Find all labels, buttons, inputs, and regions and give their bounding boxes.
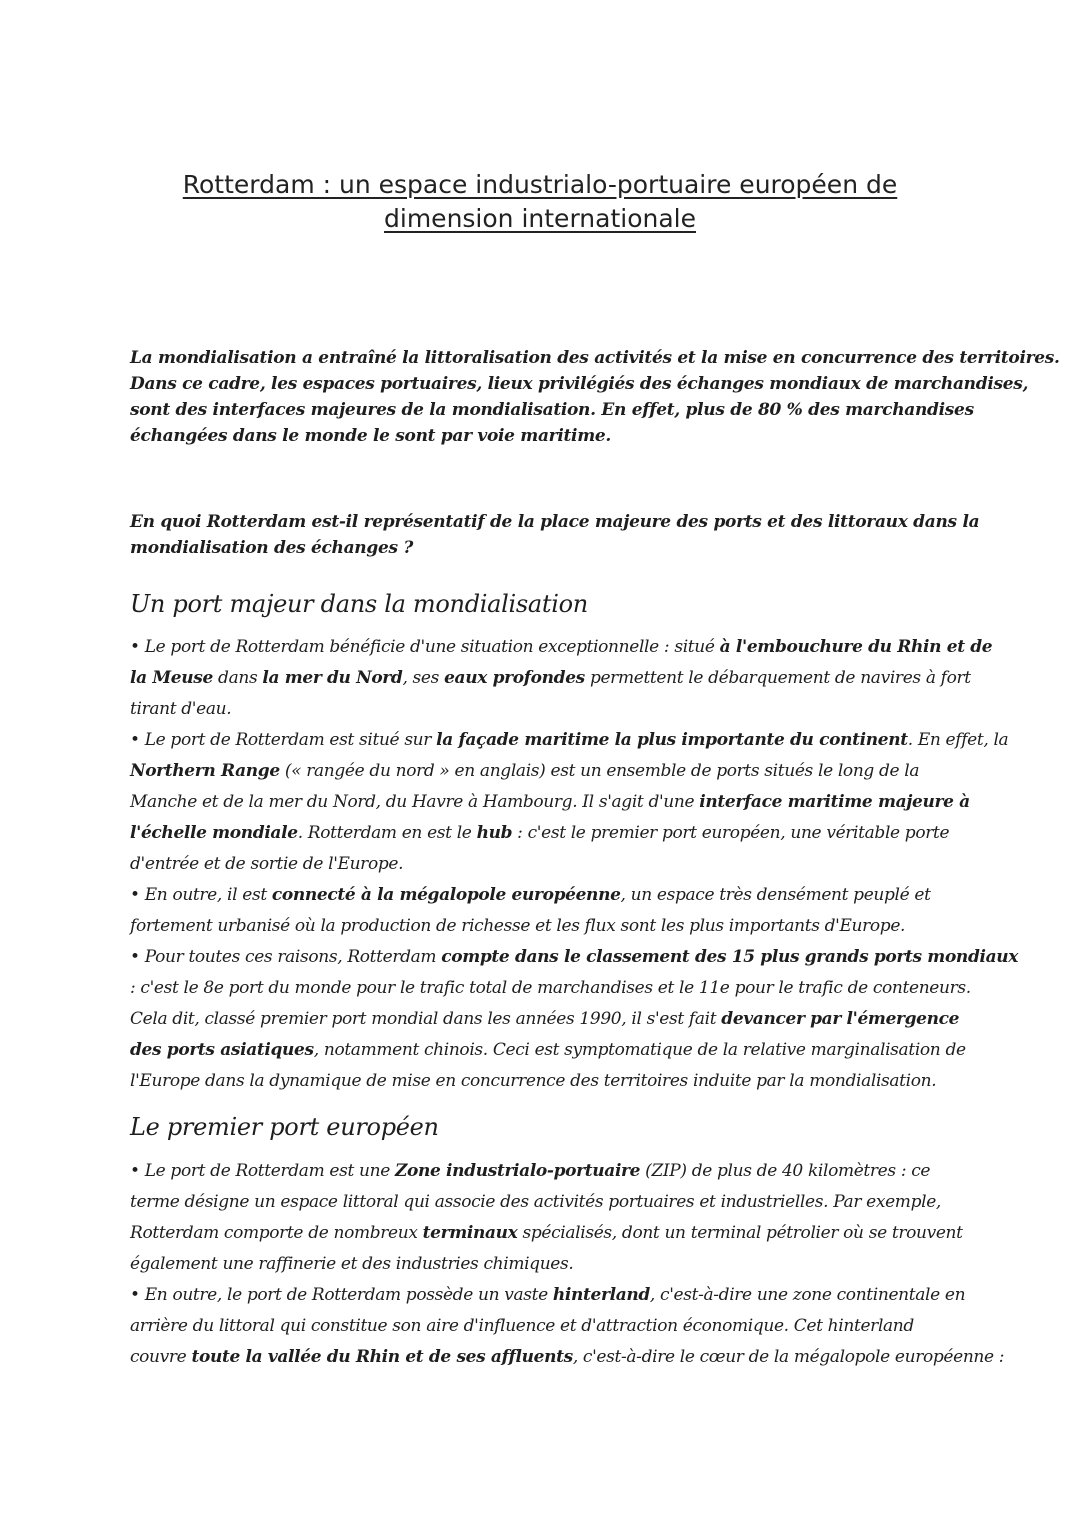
text-run: • En outre, il est xyxy=(130,885,272,905)
text-run: . En effet, la xyxy=(907,730,1009,750)
bold-keyword: terminaux xyxy=(422,1223,518,1243)
text-line xyxy=(130,1066,970,1097)
bold-keyword: eaux profondes xyxy=(444,668,585,688)
intro-line: Dans ce cadre, les espaces portuaires, lieux privilégiés des échanges mondiaux de marchandises, xyxy=(130,374,1029,394)
text-run: Rotterdam comporte de nombreux xyxy=(130,1223,423,1243)
text-line xyxy=(130,1342,1005,1373)
title-line-1: Rotterdam : un espace industrialo-portuaire européen de xyxy=(182,170,898,199)
text-run: • Le port de Rotterdam bénéficie d'une situation exceptionnelle : situé xyxy=(130,637,720,657)
text-line xyxy=(130,1187,970,1218)
text-line xyxy=(130,818,970,849)
bold-keyword: toute la vallée du Rhin et de ses affluents xyxy=(191,1347,573,1367)
text-line xyxy=(130,787,970,818)
text-line xyxy=(130,880,970,911)
section-body-premier-port xyxy=(130,1156,1005,1373)
text-run: terme désigne un espace littoral qui associe des activités portuaires et industrielles. Par exemple, xyxy=(130,1192,941,1212)
bold-keyword: l'échelle mondiale xyxy=(130,823,298,843)
bold-keyword: hinterland xyxy=(552,1285,650,1305)
bold-keyword: Zone industrialo-portuaire xyxy=(394,1161,641,1181)
text-line xyxy=(130,1035,970,1066)
bold-keyword: la façade maritime la plus importante du continent xyxy=(436,730,908,750)
section-heading-port-majeur: Un port majeur dans la mondialisation xyxy=(130,590,588,618)
intro-line: La mondialisation a entraîné la littoralisation des activités et la mise en concurrence des territoires. xyxy=(130,348,1060,368)
text-line xyxy=(130,725,1009,756)
text-line xyxy=(130,1218,970,1249)
text-run: (« rangée du nord » en anglais) est un ensemble de ports situés le long de la xyxy=(279,761,920,781)
text-run: • Le port de Rotterdam est situé sur xyxy=(130,730,437,750)
text-line xyxy=(130,1156,970,1187)
text-line xyxy=(130,849,970,880)
bold-keyword: hub xyxy=(476,823,513,843)
text-run: Manche et de la mer du Nord, du Havre à Hambourg. Il s'agit d'une xyxy=(130,792,700,812)
text-line xyxy=(130,1280,970,1311)
text-run: , notamment chinois. Ceci est symptomatique de la relative marginalisation de xyxy=(313,1040,966,1060)
section-heading-premier-port: Le premier port européen xyxy=(130,1113,439,1141)
text-line xyxy=(130,1249,970,1280)
text-run: tirant d'eau. xyxy=(130,699,232,719)
text-run: , un espace très densément peuplé et xyxy=(620,885,931,905)
bold-keyword: à l'embouchure du Rhin et de xyxy=(719,637,993,657)
text-run: fortement urbanisé où la production de richesse et les flux sont les plus importants d'Europe. xyxy=(130,916,906,936)
question-line: mondialisation des échanges ? xyxy=(130,538,414,558)
text-run: d'entrée et de sortie de l'Europe. xyxy=(130,854,404,874)
text-line xyxy=(130,663,970,694)
bold-keyword: interface maritime majeure à xyxy=(699,792,970,812)
text-run: : c'est le premier port européen, une véritable porte xyxy=(512,823,950,843)
bold-keyword: la mer du Nord xyxy=(262,668,403,688)
bold-keyword: connecté à la mégalopole européenne xyxy=(271,885,621,905)
text-line xyxy=(130,911,970,942)
text-line xyxy=(130,632,993,663)
text-run: , c'est-à-dire le cœur de la mégalopole européenne : xyxy=(572,1347,1005,1367)
text-line xyxy=(130,756,970,787)
bold-keyword: des ports asiatiques xyxy=(130,1040,314,1060)
bold-keyword: devancer par l'émergence xyxy=(721,1009,960,1029)
document-title xyxy=(100,168,980,236)
text-run: Cela dit, classé premier port mondial dans les années 1990, il s'est fait xyxy=(130,1009,722,1029)
text-run: l'Europe dans la dynamique de mise en concurrence des territoires induite par la mondialisation. xyxy=(130,1071,937,1091)
text-run: arrière du littoral qui constitue son aire d'influence et d'attraction économique. Cet hinterland xyxy=(130,1316,914,1336)
bold-keyword: compte dans le classement des 15 plus grands ports mondiaux xyxy=(441,947,1019,967)
text-line xyxy=(130,942,1019,973)
text-run: permettent le débarquement de navires à fort xyxy=(584,668,971,688)
text-run: , c'est-à-dire une zone continentale en xyxy=(649,1285,966,1305)
text-line xyxy=(130,1004,970,1035)
text-run: (ZIP) de plus de 40 kilomètres : ce xyxy=(640,1161,931,1181)
text-run: • Pour toutes ces raisons, Rotterdam xyxy=(130,947,442,967)
text-line xyxy=(130,973,970,1004)
bold-keyword: la Meuse xyxy=(130,668,213,688)
title-line-2: dimension internationale xyxy=(384,204,696,233)
text-run: • En outre, le port de Rotterdam possède un vaste xyxy=(130,1285,553,1305)
text-run: , ses xyxy=(402,668,445,688)
text-run: spécialisés, dont un terminal pétrolier où se trouvent xyxy=(517,1223,963,1243)
text-run: couvre xyxy=(130,1347,192,1367)
intro-line: échangées dans le monde le sont par voie maritime. xyxy=(130,426,612,446)
text-line xyxy=(130,1311,970,1342)
text-line xyxy=(130,694,970,725)
text-run: dans xyxy=(212,668,263,688)
text-run: • Le port de Rotterdam est une xyxy=(130,1161,395,1181)
text-run: . Rotterdam en est le xyxy=(297,823,477,843)
text-run: : c'est le 8e port du monde pour le trafic total de marchandises et le 11e pour le trafic de conteneurs. xyxy=(130,978,971,998)
section-body-port-majeur xyxy=(130,632,1019,1097)
intro-line: sont des interfaces majeures de la mondialisation. En effet, plus de 80 % des marchandises xyxy=(130,400,974,420)
intro-paragraph xyxy=(130,345,1060,449)
question-line: En quoi Rotterdam est-il représentatif de la place majeure des ports et des littoraux dans la xyxy=(130,512,980,532)
bold-keyword: Northern Range xyxy=(130,761,280,781)
text-run: également une raffinerie et des industries chimiques. xyxy=(130,1254,574,1274)
problematic-question xyxy=(130,509,980,561)
